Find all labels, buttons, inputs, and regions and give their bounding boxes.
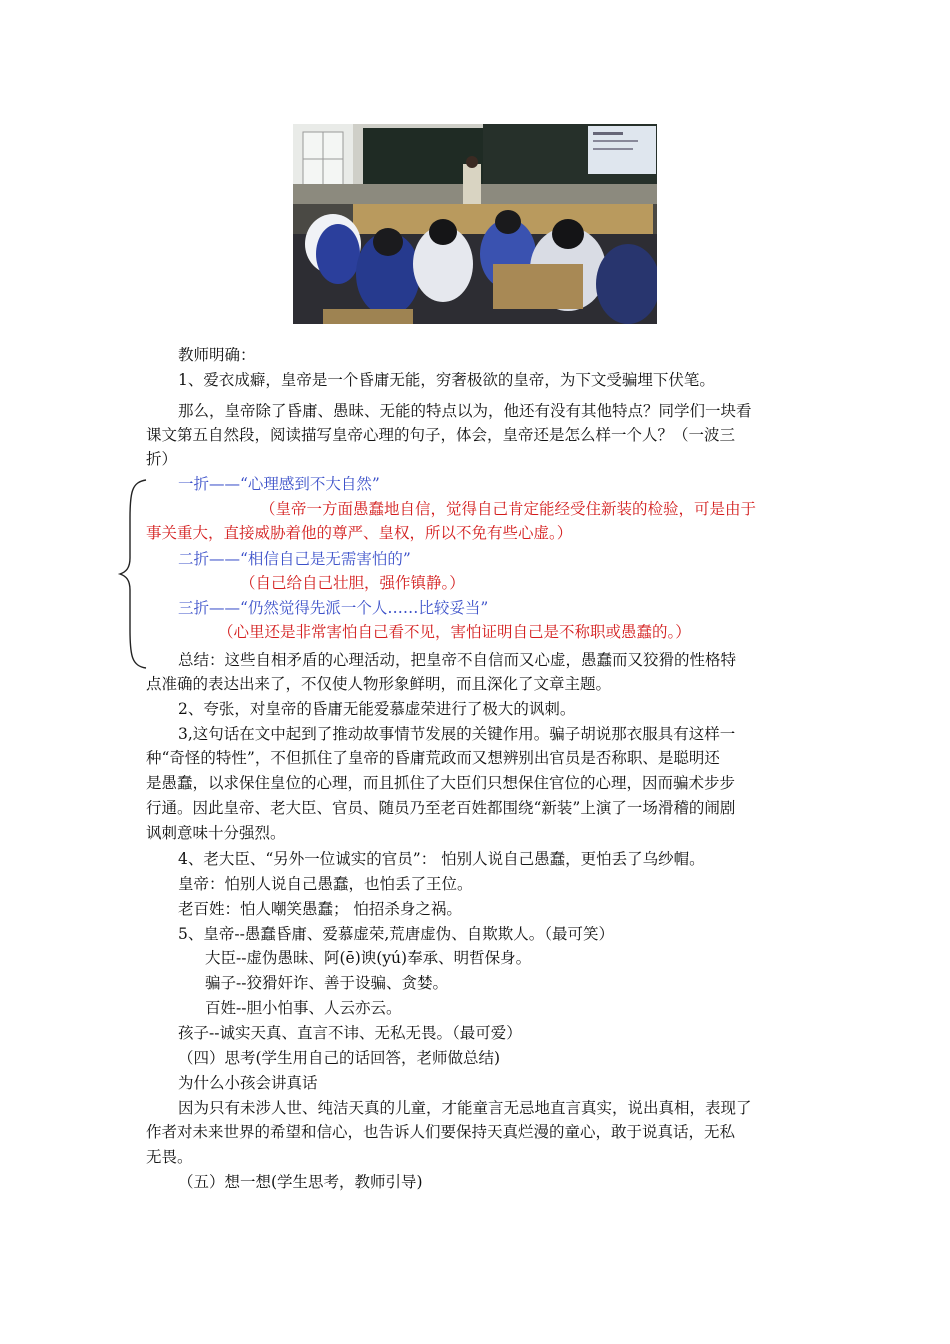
text-line: 3,这句话在文中起到了推动故事情节发展的关键作用。骗子胡说那衣服具有这样一 (178, 725, 736, 743)
text-line: 种“奇怪的特性”，不但抓住了皇帝的昏庸荒政而又想辨别出官员是否称职、是聪明还 (146, 749, 720, 767)
text-line: 折） (146, 450, 178, 468)
brace-icon (114, 478, 150, 670)
text-line: 为什么小孩会讲真话 (178, 1074, 318, 1092)
text-line: 作者对未来世界的希望和信心，也告诉人们要保持天真烂漫的童心，敢于说真话，无私 (146, 1123, 736, 1141)
quote-line: 三折——“仍然觉得先派一个人……比较妥当” (178, 599, 489, 617)
analysis-line: 事关重大，直接威胁着他的尊严、皇权，所以不免有些心虚。） (146, 524, 573, 542)
text-line: 5、皇帝--愚蠢昏庸、爱慕虚荣,荒唐虚伪、自欺欺人。（最可笑） (178, 925, 615, 943)
text-line: 因为只有未涉人世、纯洁天真的儿童，才能童言无忌地直言真实，说出真相，表现了 (178, 1099, 752, 1117)
text-line: 老百姓：怕人嘲笑愚蠢； 怕招杀身之祸。 (178, 900, 462, 918)
text-line: 大臣--虚伪愚昧、阿(ē)谀(yú)奉承、明哲保身。 (205, 949, 532, 967)
quote-line: 二折——“相信自己是无需害怕的” (178, 550, 411, 568)
text-line: 2、夸张，对皇帝的昏庸无能爱慕虚荣进行了极大的讽刺。 (178, 700, 576, 718)
quote-line: 一折——“心理感到不大自然” (178, 475, 380, 493)
text-line: 4、老大臣、“另外一位诚实的官员”： 怕别人说自己愚蠢，更怕丢了乌纱帽。 (178, 850, 705, 868)
text-line: 行通。因此皇帝、老大臣、官员、随员乃至老百姓都围绕“新装”上演了一场滑稽的闹剧 (146, 799, 736, 817)
text-line: 那么，皇帝除了昏庸、愚昧、无能的特点以为，他还有没有其他特点？同学们一块看 (178, 402, 752, 420)
analysis-line: （自己给自己壮胆，强作镇静。） (240, 574, 465, 592)
text-line: 孩子--诚实天真、直言不讳、无私无畏。（最可爱） (178, 1024, 522, 1042)
text-line: 课文第五自然段，阅读描写皇帝心理的句子，体会，皇帝还是怎么样一个人？（一波三 (146, 426, 736, 444)
text-line: 是愚蠢，以求保住皇位的心理，而且抓住了大臣们只想保住官位的心理，因而骗术步步 (146, 774, 736, 792)
text-line: 总结：这些自相矛盾的心理活动，把皇帝不自信而又心虚，愚蠢而又狡猾的性格特 (178, 651, 737, 669)
text-line: 无畏。 (146, 1148, 193, 1166)
text-line: 1、爱衣成癖，皇帝是一个昏庸无能，穷奢极欲的皇帝，为下文受骗埋下伏笔。 (178, 371, 715, 389)
text-line: 讽刺意味十分强烈。 (146, 824, 286, 842)
text-line: （四）思考(学生用自己的话回答，老师做总结) (178, 1049, 501, 1067)
text-line: 皇帝：怕别人说自己愚蠢，也怕丢了王位。 (178, 875, 473, 893)
analysis-line: （皇帝一方面愚蠢地自信，觉得自己肯定能经受住新装的检验，可是由于 (260, 500, 757, 518)
text-line: 教师明确： (178, 346, 256, 364)
text-line: （五）想一想(学生思考，教师引导) (178, 1173, 423, 1191)
text-line: 点准确的表达出来了，不仅使人物形象鲜明，而且深化了文章主题。 (146, 675, 612, 693)
text-line: 百姓--胆小怕事、人云亦云。 (205, 999, 402, 1017)
classroom-photo (293, 124, 657, 324)
text-line: 骗子--狡猾奸诈、善于设骗、贪婪。 (205, 974, 448, 992)
analysis-line: （心里还是非常害怕自己看不见，害怕证明自己是不称职或愚蠢的。） (218, 623, 691, 641)
